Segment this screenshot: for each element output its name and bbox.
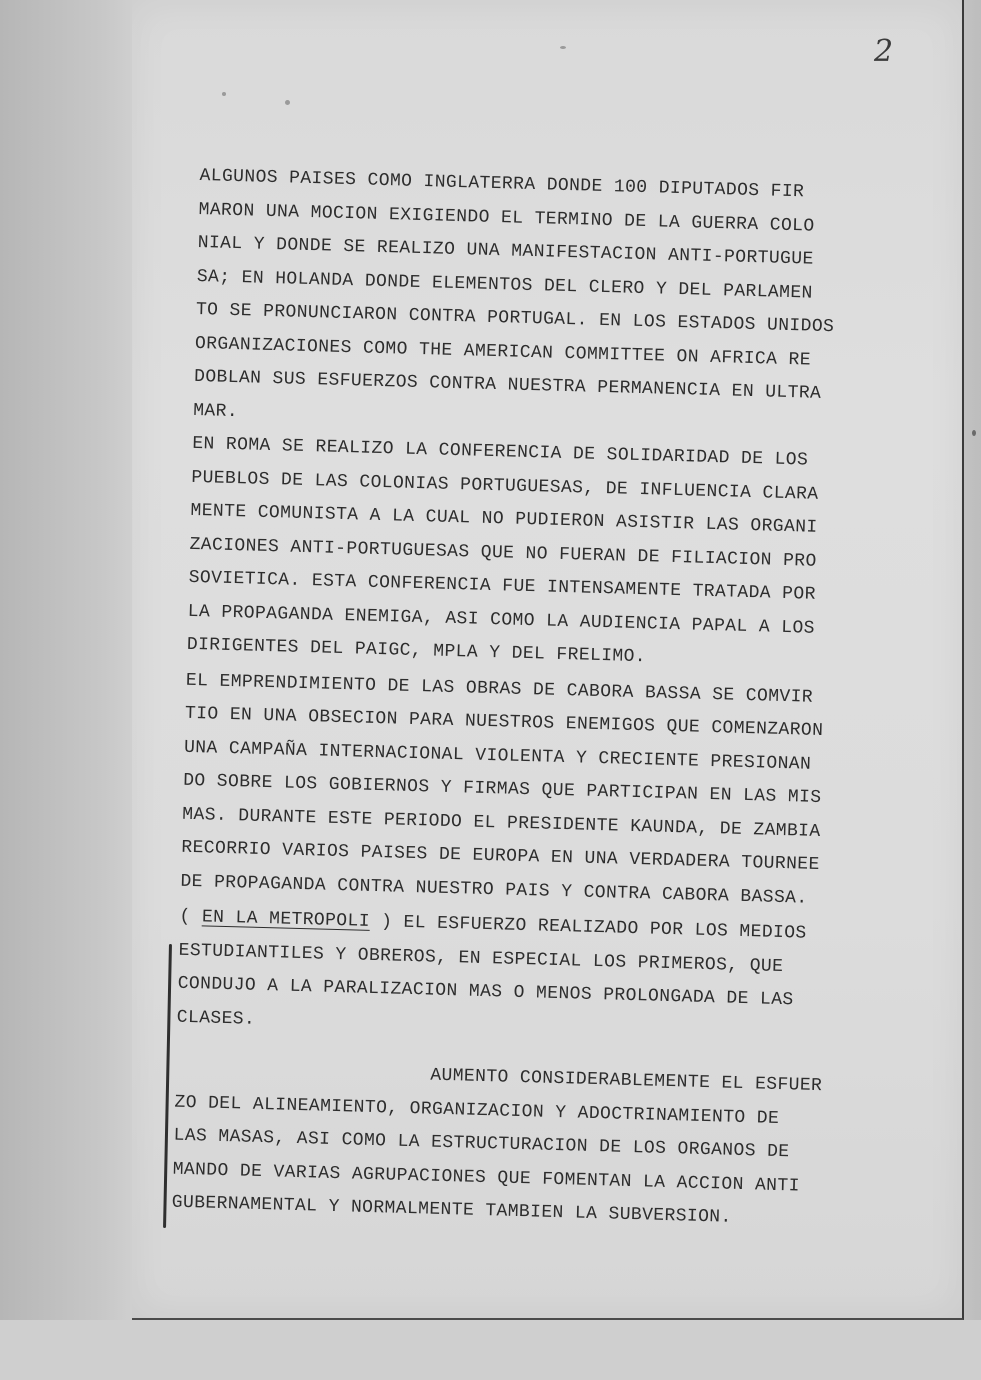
text-line: ZO DEL ALINEAMIENTO, ORGANIZACION Y ADOCTRINAMIENTO DE	[174, 1092, 780, 1129]
text-line: ZACIONES ANTI-PORTUGUESAS QUE NO FUERAN DE FILIACION PRO	[189, 534, 817, 572]
text-line: SOVIETICA. ESTA CONFERENCIA FUE INTENSAMENTE TRATADA POR	[188, 567, 817, 605]
dust-speck	[972, 430, 976, 436]
text-line: TIO EN UNA OBSECION PARA NUESTROS ENEMIGOS QUE COMENZARON	[184, 703, 824, 742]
paren-open: (	[179, 906, 203, 928]
dust-speck	[560, 46, 566, 49]
text-line: SA; EN HOLANDA DONDE ELEMENTOS DEL CLERO Y DEL PARLAMEN	[196, 266, 814, 304]
text-line: ESTUDIANTILES Y OBREROS, EN ESPECIAL LOS PRIMEROS, QUE	[178, 940, 784, 977]
text-line-indented: AUMENTO CONSIDERABLEMENTE EL ESFUER	[430, 1065, 823, 1097]
text-line: NIAL Y DONDE SE REALIZO UNA MANIFESTACION ANTI-PORTUGUE	[197, 232, 814, 270]
text-line: PUEBLOS DE LAS COLONIAS PORTUGUESAS, DE INFLUENCIA CLARA	[191, 467, 819, 505]
text-line: MAS. DURANTE ESTE PERIODO EL PRESIDENTE KAUNDA, DE ZAMBIA	[182, 804, 821, 842]
text-line: LAS MASAS, ASI COMO LA ESTRUCTURACION DE LOS ORGANOS DE	[173, 1125, 790, 1163]
text-line: DOBLAN SUS ESFUERZOS CONTRA NUESTRA PERMANENCIA EN ULTRA	[193, 366, 822, 404]
scan-background-left	[0, 0, 132, 1380]
text-line: TO SE PRONUNCIARON CONTRA PORTUGAL. EN LOS ESTADOS UNIDOS	[195, 299, 835, 338]
text-line: LA PROPAGANDA ENEMIGA, ASI COMO LA AUDIENCIA PAPAL A LOS	[187, 601, 816, 639]
text-line: CONDUJO A LA PARALIZACION MAS O MENOS PROLONGADA DE LAS	[177, 973, 794, 1011]
text-line: DIRIGENTES DEL PAIGC, MPLA Y DEL FRELIMO.	[186, 634, 647, 668]
paragraph-3	[180, 664, 906, 918]
text-line: UNA CAMPAÑA INTERNACIONAL VIOLENTA Y CRECIENTE PRESIONAN	[183, 737, 812, 775]
paren-close: )	[369, 911, 393, 933]
text-line: EN ROMA SE REALIZO LA CONFERENCIA DE SOLIDARIDAD DE LOS	[192, 433, 809, 471]
text-line: MENTE COMUNISTA A LA CUAL NO PUDIERON ASISTIR LAS ORGANI	[190, 500, 818, 538]
paragraph-1	[193, 160, 920, 447]
paragraph-2	[186, 428, 912, 682]
text-line: MAR.	[192, 400, 239, 422]
text-line: ALGUNOS PAISES COMO INGLATERRA DONDE 100 DIPUTADOS FIR	[199, 165, 805, 203]
page-number: 2	[874, 34, 894, 69]
text-line: GUBERNAMENTAL Y NORMALMENTE TAMBIEN LA SUBVERSION.	[171, 1192, 732, 1228]
text-line: DE PROPAGANDA CONTRA NUESTRO PAIS Y CONTRA CABORA BASSA.	[180, 871, 808, 909]
text-line: DO SOBRE LOS GOBIERNOS Y FIRMAS QUE PARTICIPAN EN LAS MIS	[182, 770, 822, 809]
document-body	[171, 160, 919, 1240]
text-run: EL ESFUERZO REALIZADO POR LOS MEDIOS	[392, 912, 807, 944]
paragraph-4	[176, 901, 899, 1054]
text-line: CLASES.	[176, 1007, 256, 1030]
section-heading-underlined: EN LA METROPOLI	[201, 907, 371, 932]
text-line: MARON UNA MOCION EXIGIENDO EL TERMINO DE LA GUERRA COLO	[198, 199, 815, 237]
paragraph-5	[171, 1053, 895, 1240]
text-line: ORGANIZACIONES COMO THE AMERICAN COMMITTEE ON AFRICA RE	[194, 333, 812, 371]
text-line: RECORRIO VARIOS PAISES DE EUROPA EN UNA VERDADERA TOURNEE	[181, 837, 820, 876]
text-line: EL EMPRENDIMIENTO DE LAS OBRAS DE CABORA BASSA SE COMVIR	[185, 670, 814, 708]
dust-speck	[285, 100, 290, 105]
text-line: MANDO DE VARIAS AGRUPACIONES QUE FOMENTAN LA ACCION ANTI	[172, 1159, 801, 1197]
dust-speck	[222, 92, 226, 96]
scan-background-bottom	[0, 1320, 981, 1380]
